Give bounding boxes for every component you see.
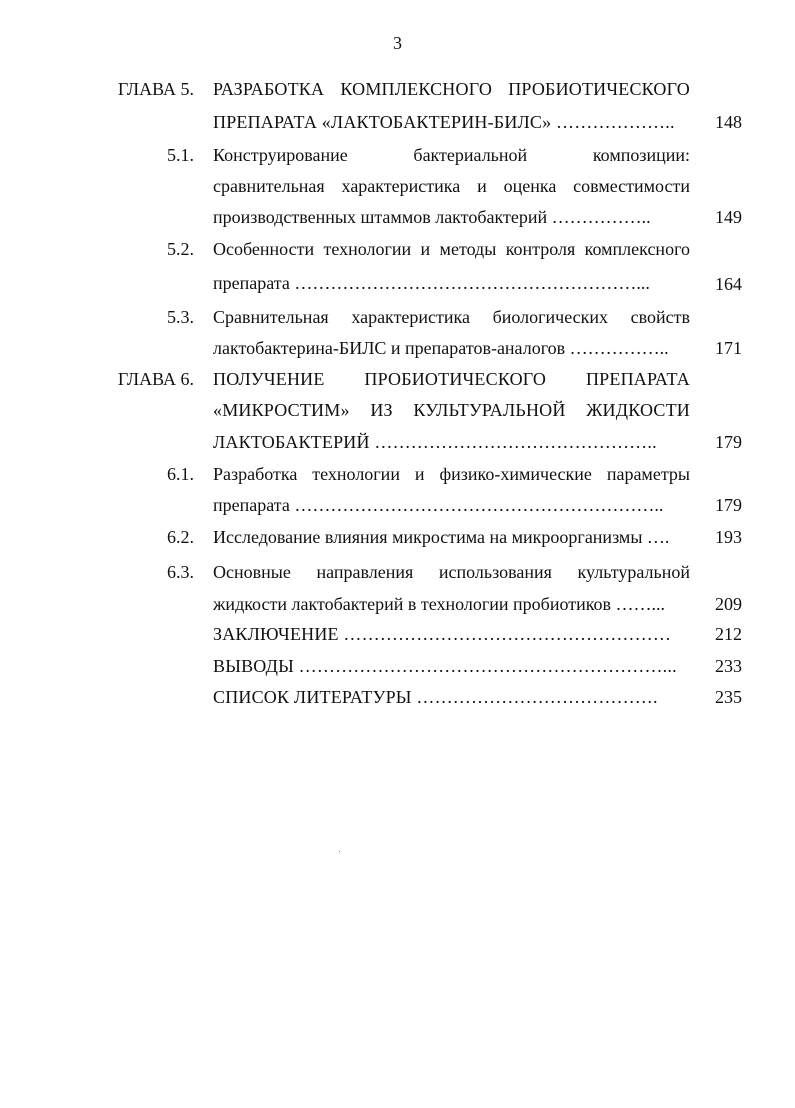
toc-title-line: ВЫВОДЫ ……………………………………………………... bbox=[213, 656, 677, 676]
toc-title-line: препарата …………………………………………………... bbox=[213, 273, 650, 293]
toc-page-number: 171 bbox=[715, 338, 742, 358]
toc-title-line: СПИСОК ЛИТЕРАТУРЫ …………………………………. bbox=[213, 687, 658, 707]
toc-title-line: препарата …………………………………………………….. bbox=[213, 495, 664, 515]
toc-title-line: жидкости лактобактерий в технологии пробиотиков ……... bbox=[213, 594, 666, 614]
toc-title-line: производственных штаммов лактобактерий …………….. bbox=[213, 207, 651, 227]
toc-title-line: Особенности технологии и методы контроля комплексного bbox=[213, 239, 690, 259]
toc-label: 6.2. bbox=[167, 527, 194, 547]
toc-page-number: 179 bbox=[715, 495, 742, 515]
toc-label: 5.1. bbox=[167, 145, 194, 165]
toc-title-line: лактобактерина-БИЛС и препаратов-аналогов …………….. bbox=[213, 338, 669, 358]
toc-label: 5.3. bbox=[167, 307, 194, 327]
toc-title-line: Разработка технологии и физико-химические параметры bbox=[213, 464, 690, 484]
scan-speck bbox=[339, 851, 340, 852]
toc-title-line: ЛАКТОБАКТЕРИЙ ……………………………………….. bbox=[213, 432, 657, 452]
toc-page-number: 193 bbox=[715, 527, 742, 547]
toc-page-number: 179 bbox=[715, 432, 742, 452]
toc-page-number: 149 bbox=[715, 207, 742, 227]
toc-title-line: Конструирование бактериальной композиции: bbox=[213, 145, 690, 165]
toc-title-line: Сравнительная характеристика биологических свойств bbox=[213, 307, 690, 327]
toc-label: 6.3. bbox=[167, 562, 194, 582]
toc-page-number: 209 bbox=[715, 594, 742, 614]
toc-page-number: 212 bbox=[715, 624, 742, 644]
toc-page-number: 235 bbox=[715, 687, 742, 707]
toc-title-line: РАЗРАБОТКА КОМПЛЕКСНОГО ПРОБИОТИЧЕСКОГО bbox=[213, 79, 690, 99]
toc-title-line: «МИКРОСТИМ» ИЗ КУЛЬТУРАЛЬНОЙ ЖИДКОСТИ bbox=[213, 400, 690, 420]
toc-title-line: Основные направления использования культуральной bbox=[213, 562, 690, 582]
page-number: 3 bbox=[393, 33, 402, 53]
toc-title-line: ПОЛУЧЕНИЕ ПРОБИОТИЧЕСКОГО ПРЕПАРАТА bbox=[213, 369, 690, 389]
toc-title-line: сравнительная характеристика и оценка совместимости bbox=[213, 176, 690, 196]
toc-label: ГЛАВА 6. bbox=[117, 369, 194, 389]
toc-label: 5.2. bbox=[167, 239, 194, 259]
toc-page-number: 148 bbox=[715, 112, 742, 132]
toc-label: ГЛАВА 5. bbox=[117, 79, 194, 99]
toc-title-line: Исследование влияния микростима на микроорганизмы …. bbox=[213, 527, 670, 547]
toc-page-number: 164 bbox=[715, 274, 742, 294]
toc-title-line: ЗАКЛЮЧЕНИЕ ……………………………………………… bbox=[213, 624, 672, 644]
toc-page-number: 233 bbox=[715, 656, 742, 676]
toc-title-line: ПРЕПАРАТА «ЛАКТОБАКТЕРИН-БИЛС» ……………….. bbox=[213, 112, 675, 132]
toc-label: 6.1. bbox=[167, 464, 194, 484]
